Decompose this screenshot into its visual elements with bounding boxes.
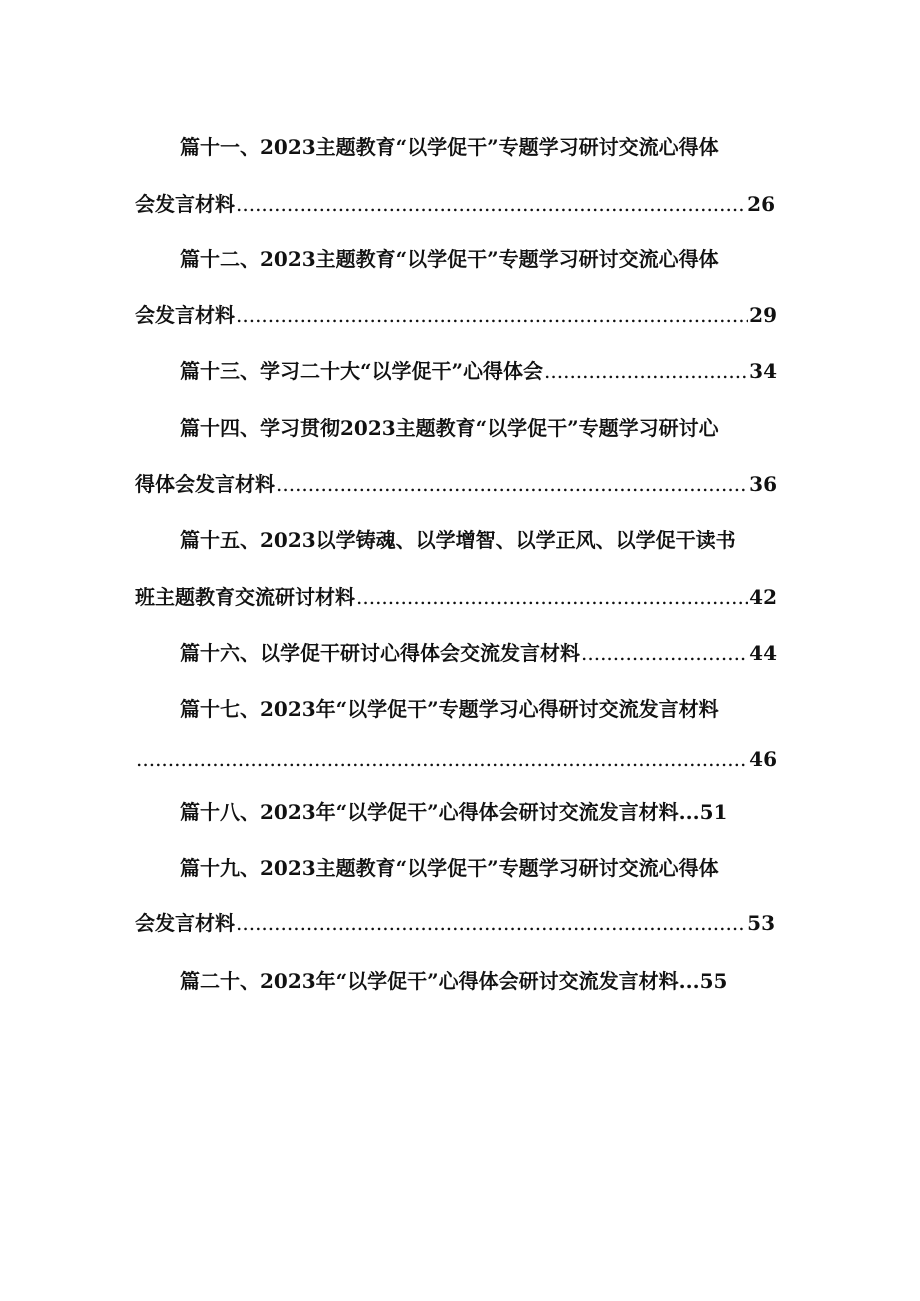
toc-entry-title[interactable]: 篇十七、2023年“以学促干”专题学习心得研讨交流发言材料 (180, 697, 719, 721)
toc-entry-title: 篇二十、2023年“以学促干”心得体会研讨交流发言材料 (180, 969, 679, 993)
toc-entry-single[interactable] (180, 795, 727, 829)
toc-page-number: 36 (749, 472, 777, 496)
toc-page-number: 53 (747, 911, 775, 935)
dot-leader (236, 187, 746, 221)
toc-entry-single[interactable] (180, 354, 777, 388)
dot-leader (581, 636, 748, 670)
toc-entry-title-end: 会发言材料 (135, 303, 235, 327)
toc-page-number: 29 (749, 303, 777, 327)
toc-entry-title[interactable]: 篇十四、学习贯彻2023主题教育“以学促干”专题学习研讨心 (180, 416, 719, 440)
dot-leader (356, 580, 748, 614)
toc-entry-continuation[interactable] (135, 580, 777, 614)
toc-page-number: 26 (747, 192, 775, 216)
toc-entry-title-end: 会发言材料 (135, 911, 235, 935)
dot-leader (236, 298, 748, 332)
toc-entry-title-end: 会发言材料 (135, 192, 235, 216)
toc-entry-title[interactable]: 篇十九、2023主题教育“以学促干”专题学习研讨交流心得体 (180, 856, 719, 880)
toc-entry-title: 篇十三、学习二十大“以学促干”心得体会 (180, 359, 544, 383)
toc-entry-title[interactable]: 篇十二、2023主题教育“以学促干”专题学习研讨交流心得体 (180, 247, 719, 271)
toc-page-number: 34 (749, 359, 777, 383)
dot-leader (276, 467, 748, 501)
dot-leader (544, 354, 748, 388)
toc-entry-title-end: 班主题教育交流研讨材料 (135, 585, 355, 609)
toc-entry-title: 篇十八、2023年“以学促干”心得体会研讨交流发言材料 (180, 800, 679, 824)
ellipsis: ... (678, 969, 700, 993)
toc-entry-continuation[interactable] (135, 742, 777, 776)
toc-page-number: 42 (749, 585, 777, 609)
toc-entry-title[interactable]: 篇十一、2023主题教育“以学促干”专题学习研讨交流心得体 (180, 135, 719, 159)
toc-entry-continuation[interactable] (135, 187, 775, 221)
toc-entry-title[interactable]: 篇十五、2023以学铸魂、以学增智、以学正风、以学促干读书 (180, 528, 736, 552)
toc-page-number: 51 (699, 800, 728, 824)
ellipsis: ... (678, 800, 700, 824)
toc-entry-title: 篇十六、以学促干研讨心得体会交流发言材料 (180, 641, 580, 665)
toc-entry-single[interactable] (180, 964, 727, 998)
toc-entry-continuation[interactable] (135, 298, 777, 332)
toc-entry-single[interactable] (180, 636, 777, 670)
dot-leader (136, 742, 748, 776)
toc-page-number: 55 (699, 969, 728, 993)
toc-page-number: 46 (749, 747, 777, 771)
toc-entry-continuation[interactable] (135, 467, 777, 501)
toc-entry-continuation[interactable] (135, 906, 775, 940)
toc-page-number: 44 (749, 641, 777, 665)
dot-leader (236, 906, 746, 940)
toc-entry-title-end: 得体会发言材料 (135, 472, 275, 496)
